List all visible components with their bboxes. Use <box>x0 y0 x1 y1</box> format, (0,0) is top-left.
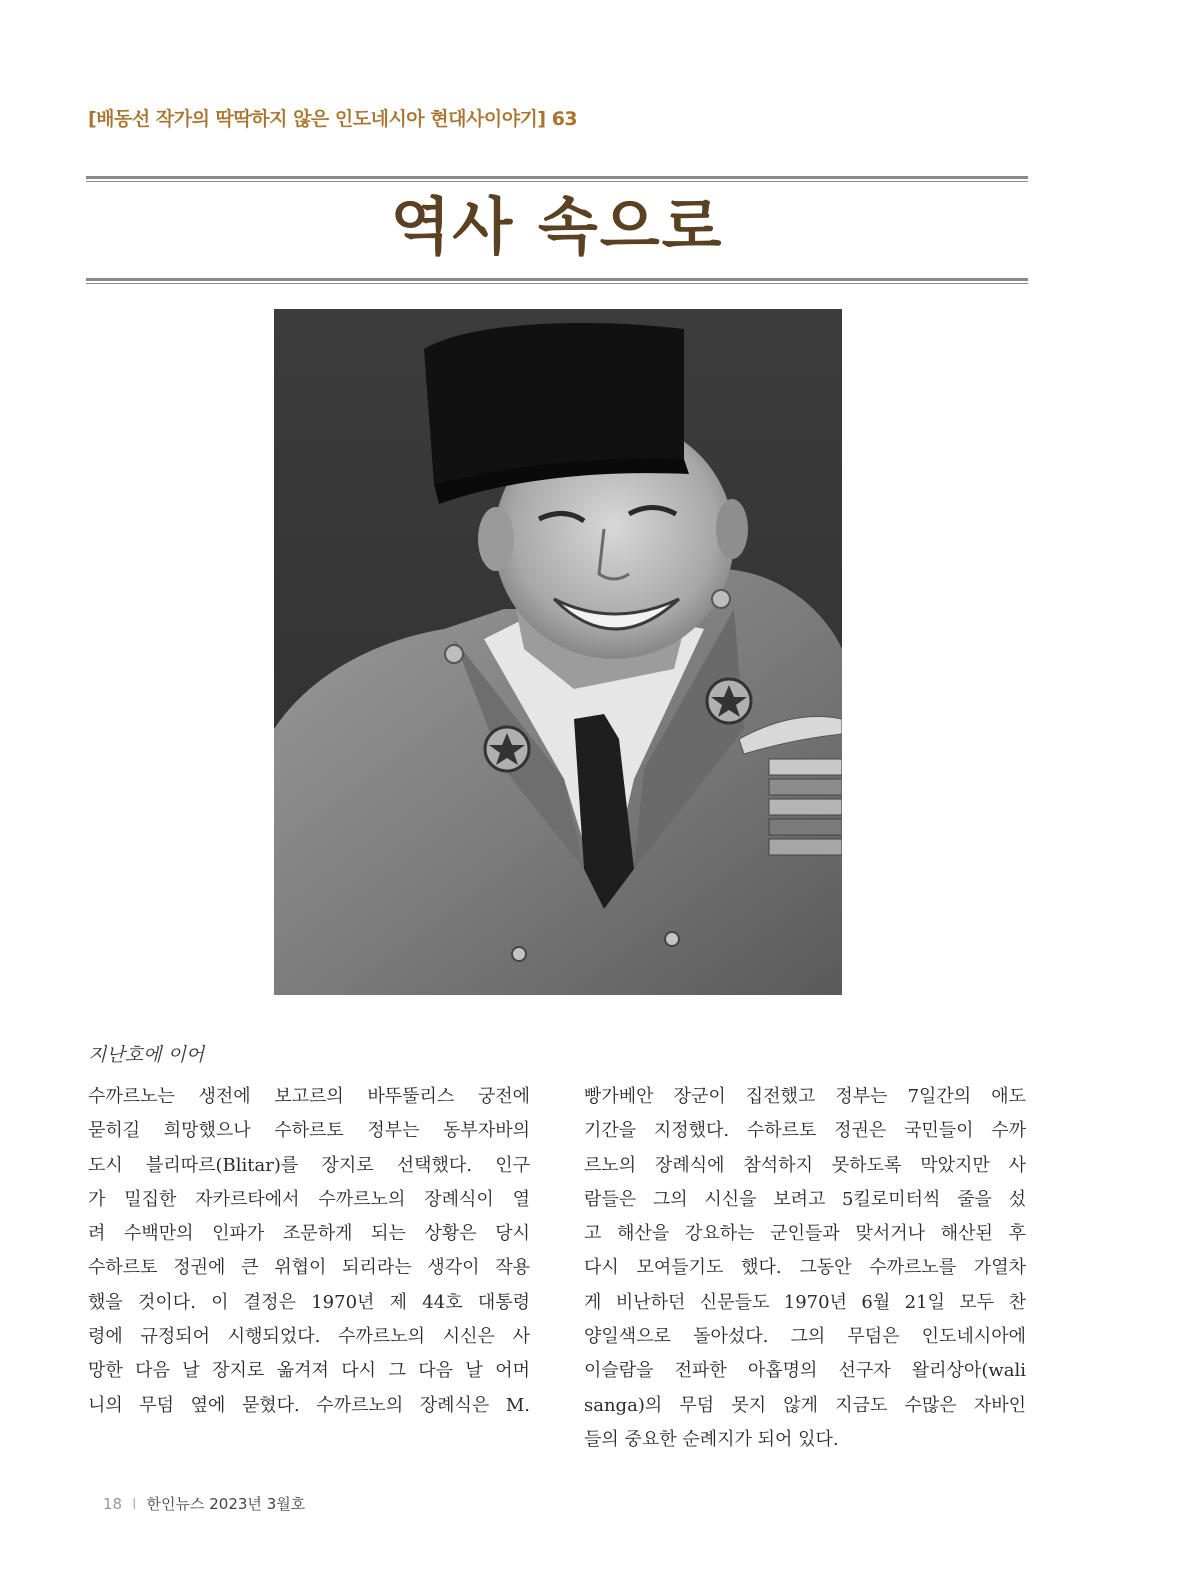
text-line: 망한 다음 날 장지로 옮겨져 다시 그 다음 날 어머 <box>88 1360 530 1382</box>
text-line: 수하르토 정권에 큰 위협이 되리라는 생각이 작용 <box>88 1257 530 1279</box>
publication-name: 한인뉴스 2023년 3월호 <box>146 1495 306 1513</box>
title-rule-top <box>86 176 1028 182</box>
page-title: 역사 속으로 <box>390 190 724 263</box>
text-line: 려 수백만의 인파가 조문하게 되는 상황은 당시 <box>88 1223 530 1245</box>
article-column-left <box>88 1080 530 1423</box>
text-line: 게 비난하던 신문들도 1970년 6월 21일 모두 찬 <box>584 1291 1026 1313</box>
text-line: 다시 모여들기도 했다. 그동안 수까르노를 가열차 <box>584 1257 1026 1279</box>
text-line: 르노의 장례식에 참석하지 못하도록 막았지만 사 <box>584 1154 1026 1176</box>
text-line: 가 밀집한 자카르타에서 수까르노의 장례식이 열 <box>88 1188 530 1210</box>
series-title: [배동선 작가의 딱딱하지 않은 인도네시아 현대사이야기] 63 <box>88 108 578 130</box>
text-line: 수까르노는 생전에 보고르의 바뚜뚤리스 궁전에 <box>88 1086 530 1107</box>
text-line: 람들은 그의 시신을 보려고 5킬로미터씩 줄을 섰 <box>584 1188 1026 1210</box>
text-line: sanga)의 무덤 못지 않게 지금도 수많은 자바인 <box>584 1394 1026 1416</box>
text-line: 도시 블리따르(Blitar)를 장지로 선택했다. 인구 <box>88 1154 530 1176</box>
text-line: 기간을 지정했다. 수하르토 정권은 국민들이 수까 <box>584 1120 1026 1142</box>
text-line: 니의 무덤 옆에 묻혔다. 수까르노의 장례식은 M. <box>88 1394 530 1416</box>
text-line: 했을 것이다. 이 결정은 1970년 제 44호 대통령 <box>88 1291 530 1313</box>
text-line: 령에 규정되어 시행되었다. 수까르노의 시신은 사 <box>88 1326 530 1348</box>
title-rule-bottom <box>86 278 1028 284</box>
continued-note: 지난호에 이어 <box>88 1044 205 1066</box>
article-column-right <box>584 1080 1026 1457</box>
footer-separator: I <box>132 1495 137 1513</box>
text-line: 묻히길 희망했으나 수하르토 정부는 동부자바의 <box>88 1120 530 1142</box>
text-line: 이슬람을 전파한 아홉명의 선구자 왈리상아(wali <box>584 1360 1026 1382</box>
page-number: 18 <box>103 1495 123 1513</box>
text-line: 들의 중요한 순례지가 되어 있다. <box>584 1428 839 1450</box>
text-line: 고 해산을 강요하는 군인들과 맞서거나 해산된 후 <box>584 1223 1026 1245</box>
portrait-photo <box>274 309 842 995</box>
text-line: 양일색으로 돌아섰다. 그의 무덤은 인도네시아에 <box>584 1326 1026 1348</box>
portrait-illustration <box>274 309 842 995</box>
text-line: 빵가베안 장군이 집전했고 정부는 7일간의 애도 <box>584 1086 1026 1107</box>
page-footer <box>103 1493 305 1514</box>
